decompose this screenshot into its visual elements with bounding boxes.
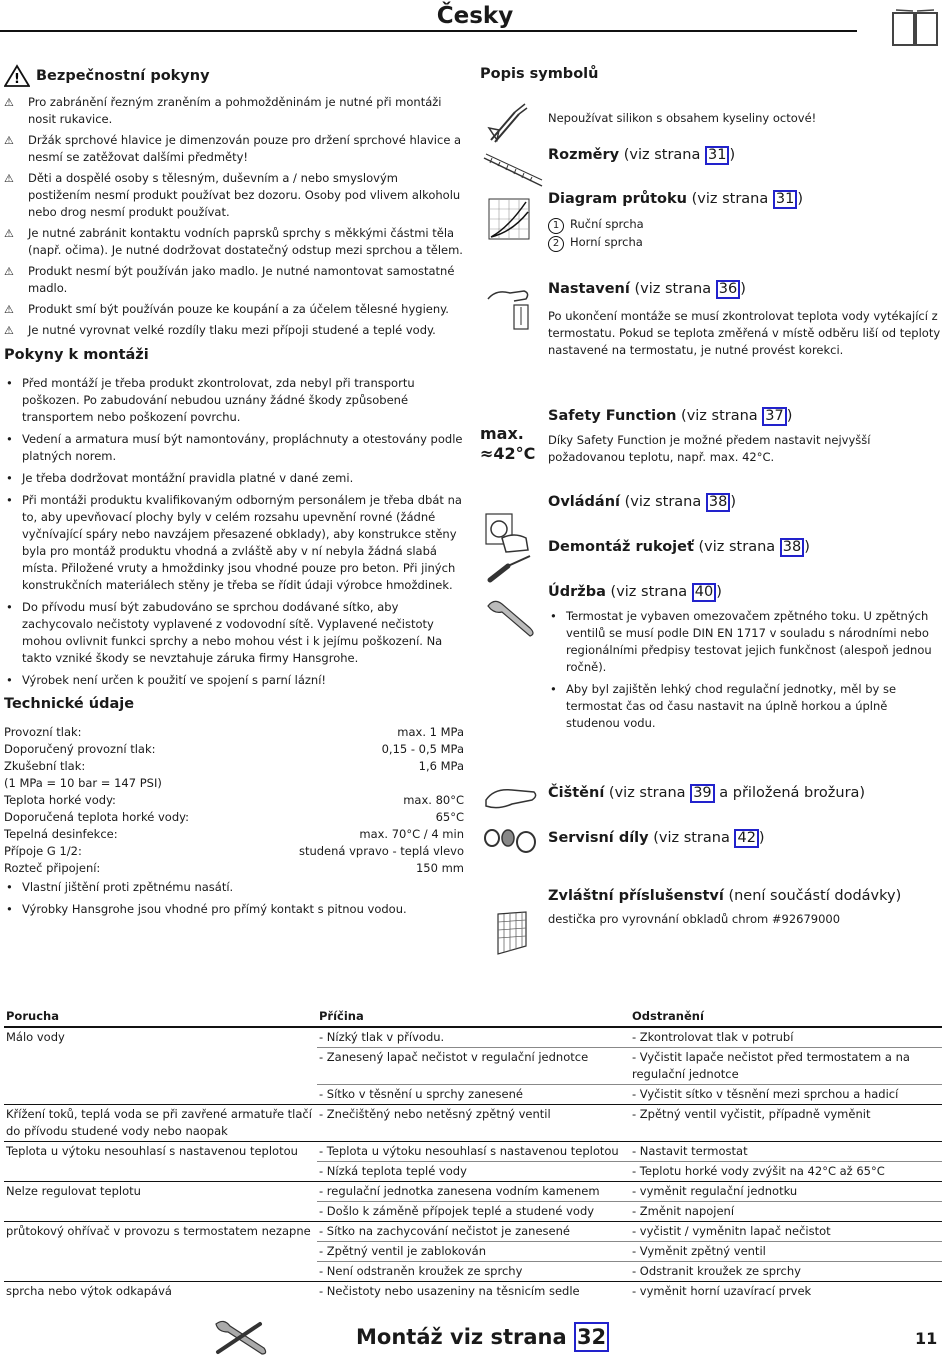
silicone-gun-icon bbox=[485, 100, 531, 146]
table-row bbox=[4, 1282, 942, 1302]
technical-bullet: • Výrobky Hansgrohe jsou vhodné pro přímý kontakt s pitnou vodou. bbox=[6, 902, 407, 916]
flow-diagram-icon bbox=[488, 198, 530, 240]
fix-cell: - Odstranit kroužek ze sprchy bbox=[630, 1262, 942, 1282]
page-link-maintenance[interactable]: 40 bbox=[692, 583, 716, 602]
cause-cell: - Nízký tlak v přívodu. bbox=[317, 1027, 630, 1048]
maintenance-item: • Aby byl zajištěn lehký chod regulační jednotky, měl by se termostat čas od času nastavit na úplně horkou a úplně studenou vodu. bbox=[550, 682, 897, 730]
technical-bullet: • Vlastní jištění proti zpětnému nasátí. bbox=[6, 880, 234, 894]
spec-row: Provozní tlak: max. 1 MPa bbox=[4, 725, 464, 739]
spare-parts-icon bbox=[482, 826, 542, 856]
header-fault: Porucha bbox=[4, 1008, 317, 1027]
safety-function-text: Díky Safety Function je možné předem nastavit nejvyšší požadovanou teplotu, např. max. 42°C. bbox=[548, 433, 871, 464]
safety-function-ref: Safety Function (viz strana 37 ) bbox=[548, 408, 793, 424]
spec-row: Rozteč připojení: 150 mm bbox=[4, 861, 464, 875]
wrench-icon bbox=[484, 598, 540, 638]
fault-cell: Málo vody bbox=[4, 1027, 317, 1048]
fix-cell: - vyčistit / vyměnitn lapač nečistot bbox=[630, 1222, 942, 1242]
page-link-dimensions[interactable]: 31 bbox=[705, 146, 729, 165]
operation-ref: Ovládání (viz strana 38 ) bbox=[548, 494, 736, 510]
cause-cell: - Není odstraněn kroužek ze sprchy bbox=[317, 1262, 630, 1282]
table-row bbox=[4, 1222, 942, 1242]
screwdriver-icon bbox=[486, 552, 534, 586]
fix-cell: - Nastavit termostat bbox=[630, 1142, 942, 1162]
fault-cell bbox=[4, 1262, 317, 1282]
max-temp-icon: max. ≈42°C bbox=[480, 424, 536, 463]
cause-cell: - regulační jednotka zanesena vodním kamenem bbox=[317, 1182, 630, 1202]
troubleshooting-body bbox=[4, 1027, 942, 1301]
mount-reference: Montáž viz strana 32 bbox=[356, 1322, 609, 1352]
page-link-operation[interactable]: 38 bbox=[706, 493, 730, 512]
dimensions-ref: Rozměry (viz strana 31 ) bbox=[548, 147, 736, 163]
warning-icon: ⚠ bbox=[4, 265, 14, 278]
cause-cell: - Zanesený lapač nečistot v regulační jednotce bbox=[317, 1048, 630, 1085]
table-row bbox=[4, 1142, 942, 1162]
technical-title: Technické údaje bbox=[4, 696, 135, 712]
safety-title: Bezpečnostní pokyny bbox=[36, 68, 210, 84]
technical-bullets bbox=[4, 879, 464, 918]
spare-ref: Servisní díly (viz strana 42 ) bbox=[548, 830, 765, 846]
table-row bbox=[4, 1162, 942, 1182]
header-cause: Příčina bbox=[317, 1008, 630, 1027]
ruler-icon bbox=[482, 152, 544, 190]
fault-cell bbox=[4, 1085, 317, 1105]
installation-item: • Při montáži produktu kvalifikovaným odborným personálem je třeba dbát na to, aby upevňovací plochy byly v celém rozsahu upevnění rovné (žádné vyčnívající spáry nebo navzájem přesazené obklady), aby konstrukce stěny byla pro montáž produktu vhodná a zvláště aby v ní nebyla žádná slabá místa. Přiložené vruty a hmoždinky jsou vhodné pouze pro beton. Při jiných konstrukčních materiálech stěny je třeba se řídit údaji výrobce hmoždinek. bbox=[6, 493, 462, 592]
warning-icon: ⚠ bbox=[4, 96, 14, 109]
page-link-safety-function[interactable]: 37 bbox=[762, 407, 786, 426]
maintenance-ref: Údržba (viz strana 40 ) bbox=[548, 584, 722, 600]
cause-cell: - Nečistoty nebo usazeniny na těsnicím sedle bbox=[317, 1282, 630, 1302]
svg-text:!: ! bbox=[14, 72, 20, 87]
installation-list bbox=[4, 375, 464, 689]
page-language-title: Česky bbox=[436, 3, 514, 29]
cause-cell: - Znečištěný nebo netěsný zpětný ventil bbox=[317, 1105, 630, 1142]
cleaning-ref: Čištění (viz strana 39 a přiložená brožura) bbox=[548, 785, 866, 801]
fault-cell: Křížení toků, teplá voda se při zavřené armatuře tlačí do přívodu studené vody nebo naopak bbox=[4, 1105, 317, 1142]
fix-cell: - Zpětný ventil vyčistit, případně vyměnit bbox=[630, 1105, 942, 1142]
safety-item: ⚠ Je nutné vyrovnat velké rozdíly tlaku mezi přípoji studené a teplé vody. bbox=[4, 323, 436, 337]
fault-cell: Teplota u výtoku nesouhlasí s nastavenou teplotou bbox=[4, 1142, 317, 1162]
page-link-setting[interactable]: 36 bbox=[716, 280, 740, 299]
handle-ref: Demontáž rukojeť (viz strana 38 ) bbox=[548, 539, 810, 555]
accessories-text: destička pro vyrovnání obkladů chrom #92679000 bbox=[548, 912, 841, 926]
fault-cell: Nelze regulovat teplotu bbox=[4, 1182, 317, 1202]
table-row bbox=[4, 1048, 942, 1085]
left-column bbox=[4, 64, 464, 923]
thermometer-hand-icon bbox=[484, 285, 536, 333]
installation-item: • Do přívodu musí být zabudováno se sprchou dodávané sítko, aby zachycovalo nečistoty vyplavené z vodovodní sítě. Vyplavené nečistoty mohou ovlivnit funkci sprchy a nebo mohou vést i k jejímu poškození. Na takto vzniké škody se nevztahuje záruka firmy Hansgrohe. bbox=[6, 600, 443, 665]
warning-icon: ⚠ bbox=[4, 134, 14, 147]
book-icon bbox=[890, 8, 940, 48]
cause-cell: - Došlo k záměně přípojek teplé a studené vody bbox=[317, 1202, 630, 1222]
page-link-handle[interactable]: 38 bbox=[780, 538, 804, 557]
page-link-spare[interactable]: 42 bbox=[734, 829, 758, 848]
safety-item: ⚠ Je nutné zabránit kontaktu vodních paprsků sprchy s měkkými částmi těla (např. očima). Je nutné dodržovat dostatečný odstup mezi sprchou a tělem. bbox=[4, 226, 463, 257]
header-fix: Odstranění bbox=[630, 1008, 942, 1027]
fix-cell: - Vyčistit sítko v těsnění mezi sprchou a hadicí bbox=[630, 1085, 942, 1105]
silicone-note: Nepoužívat silikon s obsahem kyseliny octové! bbox=[548, 111, 817, 125]
cause-cell: - Zpětný ventil je zablokován bbox=[317, 1242, 630, 1262]
table-row bbox=[4, 1105, 942, 1142]
safety-item: ⚠ Držák sprchové hlavice je dimenzován pouze pro držení sprchové hlavice a nesmí se zatěžovat dalšími předměty! bbox=[4, 133, 462, 164]
installation-item: • Před montáží je třeba produkt zkontrolovat, zda nebyl při transportu poškozen. Po zabudování nebudou uznány žádné škody způsobené transportem nebo poškození povrchu. bbox=[6, 376, 415, 424]
safety-list bbox=[4, 94, 464, 339]
safety-item: ⚠ Produkt smí být používán pouze ke koupání a za účelem tělesné hygieny. bbox=[4, 302, 449, 316]
flow-legend-item: 1 Ruční sprcha bbox=[548, 216, 943, 234]
safety-item: ⚠ Produkt nesmí být používán jako madlo. Je nutné namontovat samostatné madlo. bbox=[4, 264, 455, 295]
fix-cell: - Teplotu horké vody zvýšit na 42°C až 65°C bbox=[630, 1162, 942, 1182]
warning-icon: ⚠ bbox=[4, 172, 14, 185]
table-row bbox=[4, 1242, 942, 1262]
technical-specs bbox=[4, 724, 464, 877]
spec-row: (1 MPa = 10 bar = 147 PSI) bbox=[4, 776, 162, 790]
setting-text: Po ukončení montáže se musí zkontrolovat teplota vody vytékající z termostatu. Pokud se teplota změřená v místě odběru liší od teploty nastavené na termostatu, je nutné provést korekci. bbox=[548, 309, 941, 357]
setting-ref: Nastavení (viz strana 36 ) bbox=[548, 281, 746, 297]
fault-cell bbox=[4, 1202, 317, 1222]
installation-item: • Výrobek není určen k použití ve spojení s parní lázní! bbox=[6, 673, 327, 687]
page-number: 11 bbox=[915, 1329, 938, 1348]
spec-row: Doporučený provozní tlak: 0,15 - 0,5 MPa bbox=[4, 742, 464, 756]
fault-cell: průtokový ohřívač v provozu s termostatem nezapne bbox=[4, 1222, 317, 1242]
tools-icon bbox=[210, 1318, 272, 1358]
fix-cell: - Vyměnit zpětný ventil bbox=[630, 1242, 942, 1262]
table-row bbox=[4, 1202, 942, 1222]
page-link-flow[interactable]: 31 bbox=[773, 190, 797, 209]
symbols-title: Popis symbolů bbox=[480, 66, 599, 82]
table-row bbox=[4, 1262, 942, 1282]
symbols-text-column bbox=[548, 110, 943, 928]
cause-cell: - Sítko na zachycování nečistot je zanesené bbox=[317, 1222, 630, 1242]
warning-icon bbox=[4, 64, 30, 88]
page-link-cleaning[interactable]: 39 bbox=[690, 784, 714, 803]
fault-cell bbox=[4, 1162, 317, 1182]
warning-icon: ⚠ bbox=[4, 227, 14, 240]
flow-legend-item: 2 Horní sprcha bbox=[548, 234, 943, 252]
accessories-ref: Zvláštní příslušenství (není součástí dodávky) bbox=[548, 888, 902, 904]
cause-cell: - Sítko v těsnění u sprchy zanesené bbox=[317, 1085, 630, 1105]
header-rule bbox=[0, 30, 857, 32]
warning-icon: ⚠ bbox=[4, 324, 14, 337]
spec-row: Doporučená teplota horké vody: 65°C bbox=[4, 810, 464, 824]
cleaning-hand-icon bbox=[484, 780, 540, 816]
table-header-row bbox=[4, 1008, 942, 1027]
spec-row: Teplota horké vody: max. 80°C bbox=[4, 793, 464, 807]
fault-cell bbox=[4, 1048, 317, 1085]
maintenance-list bbox=[548, 608, 943, 732]
fix-cell: - Změnit napojení bbox=[630, 1202, 942, 1222]
tile-plate-icon bbox=[494, 910, 530, 958]
fix-cell: - Vyčistit lapače nečistot před termostatem a na regulační jednotce bbox=[630, 1048, 942, 1085]
fix-cell: - vyměnit regulační jednotku bbox=[630, 1182, 942, 1202]
table-row bbox=[4, 1027, 942, 1048]
installation-item: • Je třeba dodržovat montážní pravidla platné v dané zemi. bbox=[6, 471, 354, 485]
fault-cell: sprcha nebo výtok odkapává bbox=[4, 1282, 317, 1302]
safety-item: ⚠ Děti a dospělé osoby s tělesným, duševním a / nebo smyslovým postižením nesmí produkt používat bez dozoru. Osoby pod vlivem alkoholu nebo drog nesmí produkt používat. bbox=[4, 171, 461, 219]
fault-cell bbox=[4, 1242, 317, 1262]
maintenance-item: • Termostat je vybaven omezovačem zpětného toku. U zpětných ventilů se musí podle DIN EN 1717 v souladu s národními nebo regionálními předpisy testovat jejich funkčnost (alespoň jednou ročně). bbox=[550, 609, 932, 674]
warning-icon: ⚠ bbox=[4, 303, 14, 316]
spec-row: Tepelná desinfekce: max. 70°C / 4 min bbox=[4, 827, 464, 841]
troubleshooting-table bbox=[4, 1008, 942, 1301]
fix-cell: - vyměnit horní uzavírací prvek bbox=[630, 1282, 942, 1302]
fix-cell: - Zkontrolovat tlak v potrubí bbox=[630, 1027, 942, 1048]
flow-ref: Diagram průtoku (viz strana 31 ) bbox=[548, 191, 803, 207]
safety-item: ⚠ Pro zabránění řezným zraněním a pohmožděninám je nutné při montáži nosit rukavice. bbox=[4, 95, 442, 126]
table-row bbox=[4, 1182, 942, 1202]
installation-item: • Vedení a armatura musí být namontovány, propláchnuty a otestovány podle platných norem. bbox=[6, 432, 463, 463]
page-link-mount[interactable]: 32 bbox=[574, 1322, 609, 1352]
installation-title: Pokyny k montáži bbox=[4, 347, 149, 363]
safety-heading bbox=[4, 64, 464, 88]
flow-legend bbox=[548, 216, 943, 252]
spec-row: Přípoje G 1/2: studená vpravo - teplá vlevo bbox=[4, 844, 464, 858]
cause-cell: - Nízká teplota teplé vody bbox=[317, 1162, 630, 1182]
cause-cell: - Teplota u výtoku nesouhlasí s nastavenou teplotou bbox=[317, 1142, 630, 1162]
hand-operating-icon bbox=[484, 512, 532, 556]
table-row bbox=[4, 1085, 942, 1105]
spec-row: Zkušební tlak: 1,6 MPa bbox=[4, 759, 464, 773]
